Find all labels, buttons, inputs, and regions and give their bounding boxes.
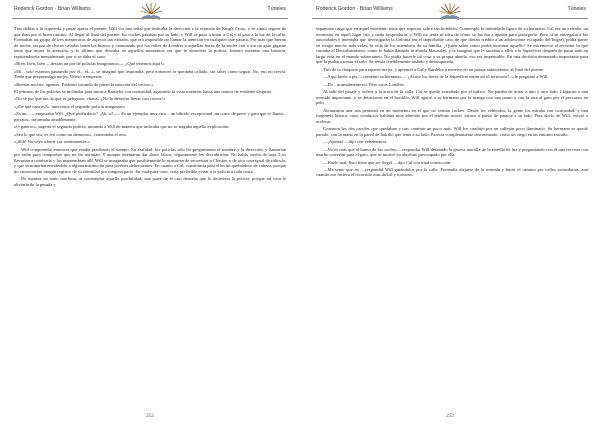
right-page xyxy=(300,0,600,424)
paragraph: «Sea lo que sea, es feo como un demonio», comentaba el otro. xyxy=(14,131,128,137)
paragraph: —Eh... normalmente no. Pero estos Londres. xyxy=(323,81,405,87)
paragraph: «Bien, bien, bien —decían un par de policías imaginarios—. ¿Qué tenemos aquí?» xyxy=(14,61,165,67)
publisher-logo-icon xyxy=(138,1,164,23)
paragraph: —No es más que el humo de los coches —respondió Will deseando la gruesa muralla de la estrella de luz y preguntando con él una cerveza con mucho correrlas para el gato, que se mostró en absoluto preocupado por ella. xyxy=(316,146,588,158)
publisher-logo-icon xyxy=(437,1,463,23)
paragraph: «¿De qué raza es?», intervenía el segundo policía imaginario. xyxy=(14,103,126,109)
page-number: 252 xyxy=(146,413,154,419)
paragraph: «¡Shh! No vaya a herir sus sentimientos.» xyxy=(14,139,91,145)
running-header-author: Roderick Gordon · Brian Williams xyxy=(316,6,393,12)
paragraph: «Es un... —empezaba Will. ¿Qué podía decir? ¡Ah, sí! —: Es un ejemplar muy raro... un híbrido excepcional, un cruce de perro y gato que se llama... perrato», informaba amablemente. xyxy=(14,111,286,122)
paragraph: «Eh... solo estamos paseando por el... el...», se imaginó que respondía, pero entonces se quedaba callado, sin saber cómo seguir. No, eso no servía. Tenía que prepararalgo mejor. Volvió a empezar: xyxy=(14,68,286,80)
paragraph: —Me temo que no —respondió Will guiándolos por la calle. Pretendía alejarse de la avenida y hacer el camino por calles secundarias, aun cuando eso hiciera el recorrido más difícil y tortuoso. xyxy=(316,166,588,178)
paragraph: Tras doblar a la izquierda y pasar aprisa el puente, Will vio una señal que indicaba la dirección a la estación de King's Cross, y se sintió seguro de que iban por el buen camino. Al llegar al final del puente, los coches pasaban por su lado, y Will se puso a mirar a Cal y al gato a la luz de la calle. Formaban un grupo de tres mentecatos de aspecto tan extraño, que era imposible no llamar la atención en cualquier que pasara. Por más que fueran de noche, un par de chicos calados hasta los huesos y caminando por las calles de Londres a aquellas horas de la noche con o sin un gato gigante tenía que atraer la atención, y lo último que deseaba en aquellos momentos era que le detuviera la policía. Intentó inventar una historia, repitiéndosela mentalmente, por si se daba el caso: xyxy=(14,26,286,59)
paragraph: Alcanzaron una isla peatonal en un momento en el que no venían coches. Desde los vehículos, la gente los miraba con curiosidad, y una furgoneta blanca, cuyo conductor hablaba muy alterado por el teléfono móvil, estuvo a punto de pararse a su lado. Para alivio de Will, volvió a acelerar. xyxy=(316,107,588,124)
paragraph: Al salir del pasaje y volver a la acera de la calle, Cal se quedó extrañado por el tráfico. No paraba de mirar a uno y otro lado. Llegaron a una avenida importante, y se detuvieron en el bordillo. Will agarró a su hermano por la manga con una mano y con la otra al gato por el pescuezo en pelo. xyxy=(316,89,588,106)
paragraph: «No sé por qué me da que es peligroso, chaval. ¿No lo deberías llevar con correa?» xyxy=(14,96,166,102)
paragraph: Will comprendió entonces que estaba perdiendo el tiempo. En realidad, los policías sólo les preguntarían el nombre y la dirección, y llamarían por radio para comprobar que no les mentían. Y aunque intentaran dar datos falsos, seguramente les descubrirían. No había vuelta de hoja. Los llevarían a comisaría y los mantendrían allí. Will se imaginaba que posiblemente lo acusarían de secuestrar a Chester, o de otra cosa igual de ridícula, y que terminarían enviándolo a alguna institución para jóvenes delincuentes. En cuanto a Cal, constituiría para ellos un quebradero de cabeza, porque no encontrarían ningún registro de su identidad por ninguna parte. En cualquier caso, sería preferible evitar a la policía a toda costa. xyxy=(14,146,286,174)
running-header-author: Roderick Gordon · Brian Williams xyxy=(14,6,91,12)
paragraph: El primero de los policías se inclinaba para mirar a Bartleby con curiosidad, aguzando la vista mientras hacía una mueca de evidente disgusto. xyxy=(14,89,273,95)
paragraph: Tiró de la chaqueta para taparse mejor, y apremió a Cal y Bartleby a meterse en un pasaje subterráneo, al final del puente. xyxy=(323,66,545,72)
page-body-text xyxy=(316,26,588,180)
paragraph: «Buenas noches, agentes. Estamos sacando de paseo la mascota del vecino.» xyxy=(14,81,154,87)
header-rule xyxy=(312,18,588,19)
paragraph: «O gaterro», sugería el segundo policía, mirando a Will de manera que indicaba que no se tragaba aquella explicación. xyxy=(14,124,230,130)
page-body-text xyxy=(14,26,286,189)
running-header-title: Túneles xyxy=(567,6,586,12)
paragraph: Cruzaron los dos carriles que quedaban y tras caminar un poco más, Will los condujo por un callejón poco iluminado. Su hermano se quedó parado, con la mano en la pared de ladrillo que tenía a su lado. Parecía completamente desorientado, como un ciego en un entorno extraño. xyxy=(316,126,588,137)
paragraph: —Huele mal. Esto tiene que ser ilegal —dijo Cal con total convicción. xyxy=(323,159,452,165)
header-rule xyxy=(12,18,288,19)
paragraph: —Aquí huele a pis —comentó su hermano—. ¿Acaso los Seres de la Superficie mean así el territorio? —le preguntó a Will. xyxy=(323,74,549,80)
paragraph: —¡Apestal —dijo con vehemencia. xyxy=(323,139,388,145)
paragraph: espantosa carga que en aquel momento tenía que soportar sobre sus hombros. Contempló la intimidada figura de su hermano. Cal era un extraño, un momento en aquel lugar frío y nada hospitalario, y Will no tenía ni idea de cómo se las iba a apañar para protegerlo. Pero sí se entregaba a las autoridades e intentaba que investigaran la Colonia (en el improbable caso de que dieran crédito a un adolescente escapado del hogar), podía poner en riesgo mucho más vidas, la vida de los miembros de su familia. ¿Quién sabía cómo podía terminar aquello? Se estremeció al recordar lo que contaba el Descubrimiento, como lo había llamado la abuela Macaulay, y se imaginó que le sacaban a ellos a la Superficie después de pasar todo su largo vida en el mundo subterráneo. No podía hacerle tal cosa a su propia abuela, eso era impensable. En una decisión demasiado importante para que la pudiera tomar él solo. Se sentía terriblemente aislado y desamparado. xyxy=(316,26,588,65)
page-number: 253 xyxy=(446,413,454,419)
paragraph: De manera un tanto morbosa, al contemplar aquella posibilidad, una parte de él casi deseaba que lo detuviera la policía, porque tal cosa le aliviaría de la pesada y xyxy=(14,176,286,187)
running-header-title: Túneles xyxy=(267,6,286,12)
